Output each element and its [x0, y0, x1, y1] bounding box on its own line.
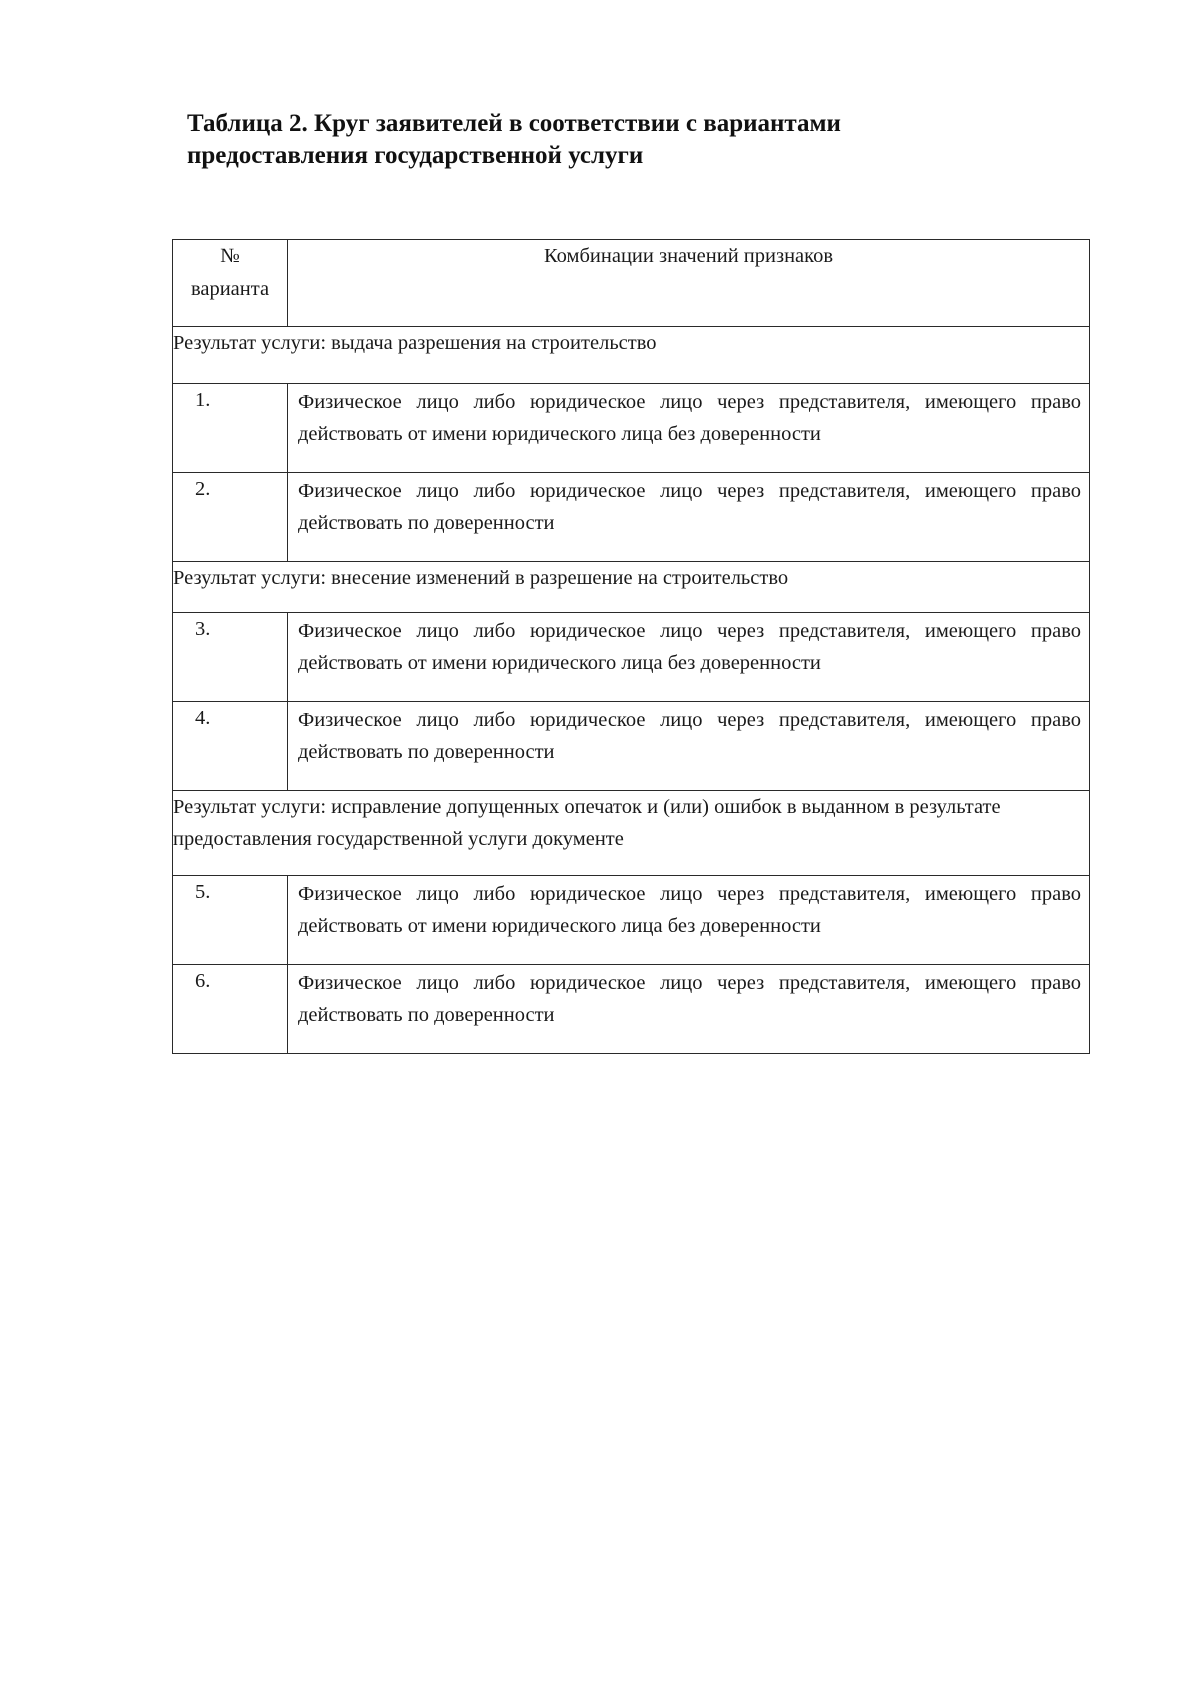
variant-description: Физическое лицо либо юридическое лицо через представителя, имеющего право действовать по доверенности	[288, 473, 1090, 562]
table-row	[173, 613, 1090, 702]
table-header-row	[173, 240, 1090, 327]
header-combinations: Комбинации значений признаков	[288, 240, 1090, 327]
variant-number: 6.	[173, 965, 288, 1054]
section-result-label: Результат услуги: исправление допущенных опечаток и (или) ошибок в выданном в результате предоставления государственной услуги документе	[173, 791, 1090, 876]
table-row	[173, 702, 1090, 791]
variant-description: Физическое лицо либо юридическое лицо через представителя, имеющего право действовать от имени юридического лица без доверенности	[288, 876, 1090, 965]
table-row	[173, 473, 1090, 562]
header-number-sign: №	[220, 245, 240, 267]
section-row-permit-issue	[173, 327, 1090, 384]
variant-number: 5.	[173, 876, 288, 965]
variant-number: 4.	[173, 702, 288, 791]
table-row	[173, 965, 1090, 1054]
variant-number: 2.	[173, 473, 288, 562]
header-variant-number	[173, 240, 288, 327]
variant-description: Физическое лицо либо юридическое лицо через представителя, имеющего право действовать от имени юридического лица без доверенности	[288, 613, 1090, 702]
applicant-variants-table	[172, 239, 1090, 1054]
title-line-1: Таблица 2. Круг заявителей в соответствии с вариантами	[187, 110, 841, 137]
section-row-error-correction	[173, 791, 1090, 876]
document-title	[187, 108, 1087, 172]
table-row	[173, 384, 1090, 473]
table-row	[173, 876, 1090, 965]
variant-description: Физическое лицо либо юридическое лицо через представителя, имеющего право действовать по доверенности	[288, 702, 1090, 791]
variant-description: Физическое лицо либо юридическое лицо через представителя, имеющего право действовать от имени юридического лица без доверенности	[288, 384, 1090, 473]
variant-description: Физическое лицо либо юридическое лицо через представителя, имеющего право действовать по доверенности	[288, 965, 1090, 1054]
header-variant-word: варианта	[190, 278, 270, 300]
section-row-permit-changes	[173, 562, 1090, 613]
variant-number: 3.	[173, 613, 288, 702]
section-result-label: Результат услуги: внесение изменений в разрешение на строительство	[173, 562, 1090, 613]
title-line-2: предоставления государственной услуги	[187, 142, 644, 169]
section-result-label: Результат услуги: выдача разрешения на строительство	[173, 327, 1090, 384]
variant-number: 1.	[173, 384, 288, 473]
